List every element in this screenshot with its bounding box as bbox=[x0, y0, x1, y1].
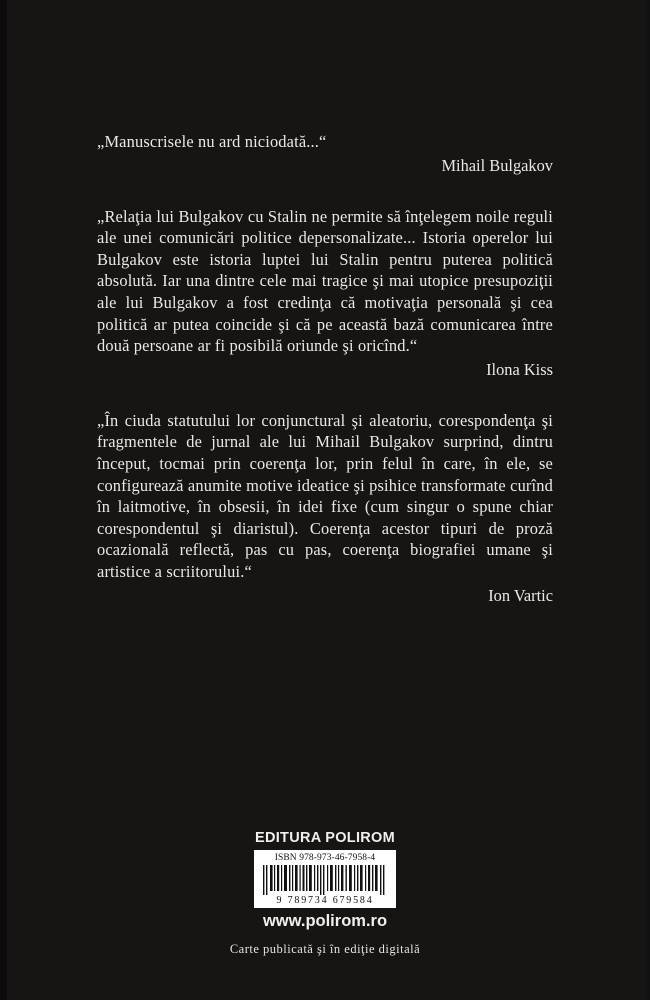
barcode-digits: 9 789734 679584 bbox=[276, 895, 374, 906]
quote-block-2 bbox=[97, 206, 553, 381]
quote-block-3 bbox=[97, 410, 553, 607]
barcode-block bbox=[254, 850, 396, 908]
publisher-website[interactable]: www.polirom.ro bbox=[262, 912, 388, 930]
quote-text-2: „Relaţia lui Bulgakov cu Stalin ne permite să înţelegem noile reguli ale unei comunicări politice depersonalizate... Istoria operelor lui Bulgakov este istoria luptei lui Stalin pentru puterea politică absolută. Iar una dintre cele mai tragice şi mai utopice presupoziţii ale lui Bulgakov a fost credinţa că motivaţia personală şi cea politică ar putea coincide şi că pe această bază comunicarea între două persoane ar fi posibilă oriunde şi oricînd.“ bbox=[97, 206, 553, 356]
spacer-1 bbox=[97, 195, 553, 206]
publisher-name: EDITURA POLIROM bbox=[255, 830, 395, 846]
quote-text-1: „Manuscrisele nu ard niciodată...“ bbox=[97, 132, 327, 151]
quote-attribution-1: Mihail Bulgakov bbox=[441, 155, 553, 175]
quote-text-3: „În ciuda statutului lor conjunctural şi aleatoriu, corespondenţa şi fragmentele de jurnal ale lui Mihail Bulgakov surprind, dintru început, tocmai prin coerenţa lor, prin felul în care, în ele, se configurează anumite motive ideatice şi psihice transformate curînd în laitmotive, în obsesii, în idei fixe (cum singur o spune chiar corespondentul şi diaristul). Coerenţa acestor tipuri de proză ocazională reflectă, pas cu pas, coerenţa biografiei umane şi artistice a scriitorului.“ bbox=[97, 410, 553, 581]
quote-block-1 bbox=[97, 131, 553, 177]
isbn-text: ISBN 978-973-46-7958-4 bbox=[274, 853, 376, 863]
quote-attribution-2: Ilona Kiss bbox=[486, 359, 553, 379]
barcode-icon bbox=[261, 865, 389, 895]
blurb-content bbox=[97, 131, 553, 625]
quote-attribution-3: Ion Vartic bbox=[488, 585, 553, 605]
digital-edition-note: Carte publicată şi în ediţie digitală bbox=[229, 942, 421, 956]
spacer-2 bbox=[97, 399, 553, 410]
publisher-footer bbox=[0, 830, 650, 957]
